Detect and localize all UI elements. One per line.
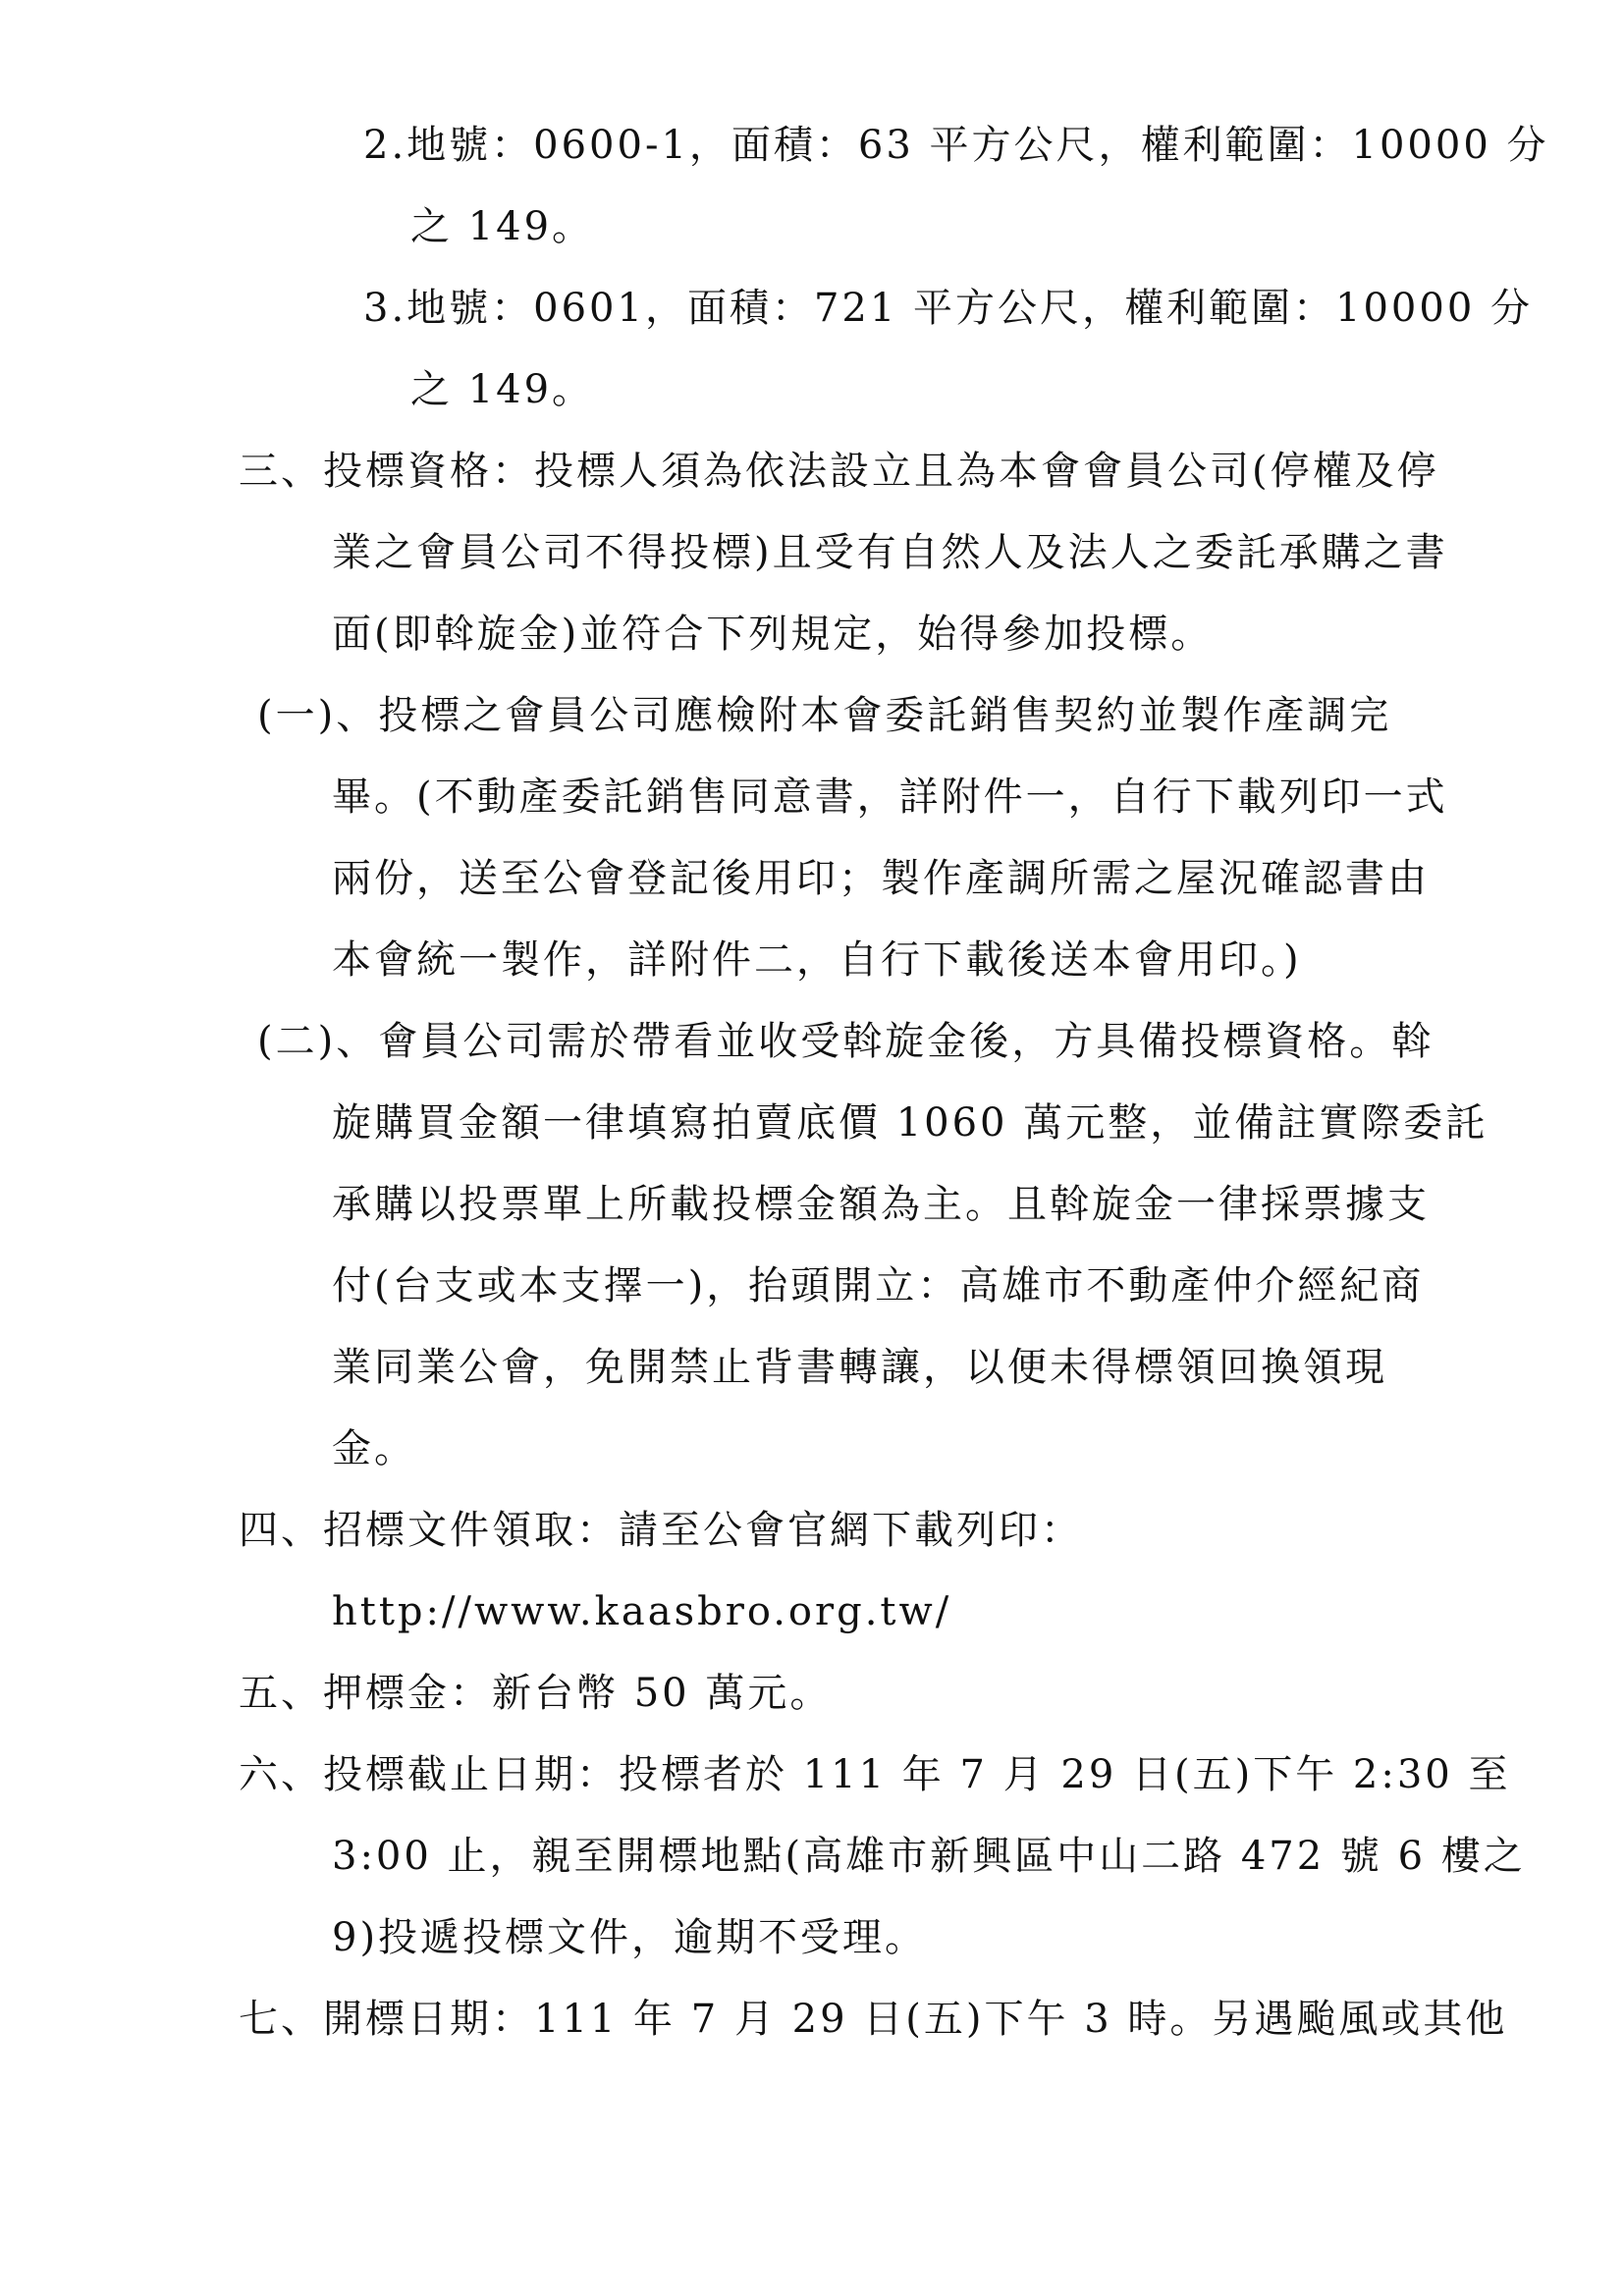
text-item-2-line-5: 業同業公會，免開禁止背書轉讓，以便未得標領回換領現 bbox=[332, 1345, 1387, 1390]
text-item-1-line-3: 兩份，送至公會登記後用印；製作產調所需之屋況確認書由 bbox=[332, 856, 1430, 901]
text-item-2-line-3: 承購以投票單上所載投標金額為主。且斡旋金一律採票據支 bbox=[332, 1182, 1430, 1227]
text-item-1-line-4: 本會統一製作，詳附件二，自行下載後送本會用印。) bbox=[332, 937, 1302, 983]
website-url: http://www.kaasbro.org.tw/ bbox=[332, 1589, 952, 1634]
text-section-6-line-3: 9)投遞投標文件，逾期不受理。 bbox=[332, 1915, 928, 1960]
text-line-lot-2-continued: 之 149。 bbox=[410, 204, 595, 249]
text-section-7-heading: 七、開標日期：111 年 7 月 29 日(五)下午 3 時。另遇颱風或其他 bbox=[239, 1997, 1508, 2042]
text-section-3-line-3: 面(即斡旋金)並符合下列規定，始得參加投標。 bbox=[332, 612, 1214, 657]
text-section-4-heading: 四、招標文件領取：請至公會官網下載列印： bbox=[239, 1508, 1083, 1553]
text-section-3-line-2: 業之會員公司不得投標)且受有自然人及法人之委託承購之書 bbox=[332, 530, 1448, 575]
text-section-3-heading: 三、投標資格：投標人須為依法設立且為本會會員公司(停權及停 bbox=[239, 449, 1439, 494]
text-item-2-line-6: 金。 bbox=[332, 1426, 416, 1471]
text-item-2-line-4: 付(台支或本支擇一)，抬頭開立：高雄市不動產仲介經紀商 bbox=[332, 1263, 1425, 1308]
text-section-6-line-2: 3:00 止，親至開標地點(高雄市新興區中山二路 472 號 6 樓之 bbox=[332, 1834, 1526, 1879]
text-section-5: 五、押標金：新台幣 50 萬元。 bbox=[239, 1671, 833, 1716]
text-item-2-line-2: 旋購買金額一律填寫拍賣底價 1060 萬元整，並備註實際委託 bbox=[332, 1100, 1489, 1146]
text-line-lot-2: 2.地號：0600-1，面積：63 平方公尺，權利範圍：10000 分 bbox=[363, 123, 1549, 168]
text-line-lot-3-continued: 之 149。 bbox=[410, 367, 595, 412]
text-line-lot-3: 3.地號：0601，面積：721 平方公尺，權利範圍：10000 分 bbox=[363, 286, 1533, 331]
text-item-2-heading: (二)、會員公司需於帶看並收受斡旋金後，方具備投標資格。斡 bbox=[257, 1019, 1435, 1064]
text-item-1-heading: (一)、投標之會員公司應檢附本會委託銷售契約並製作產調完 bbox=[257, 693, 1392, 738]
text-item-1-line-2: 畢。(不動產委託銷售同意書，詳附件一，自行下載列印一式 bbox=[332, 774, 1448, 820]
text-section-6-heading: 六、投標截止日期：投標者於 111 年 7 月 29 日(五)下午 2:30 至 bbox=[239, 1752, 1511, 1797]
